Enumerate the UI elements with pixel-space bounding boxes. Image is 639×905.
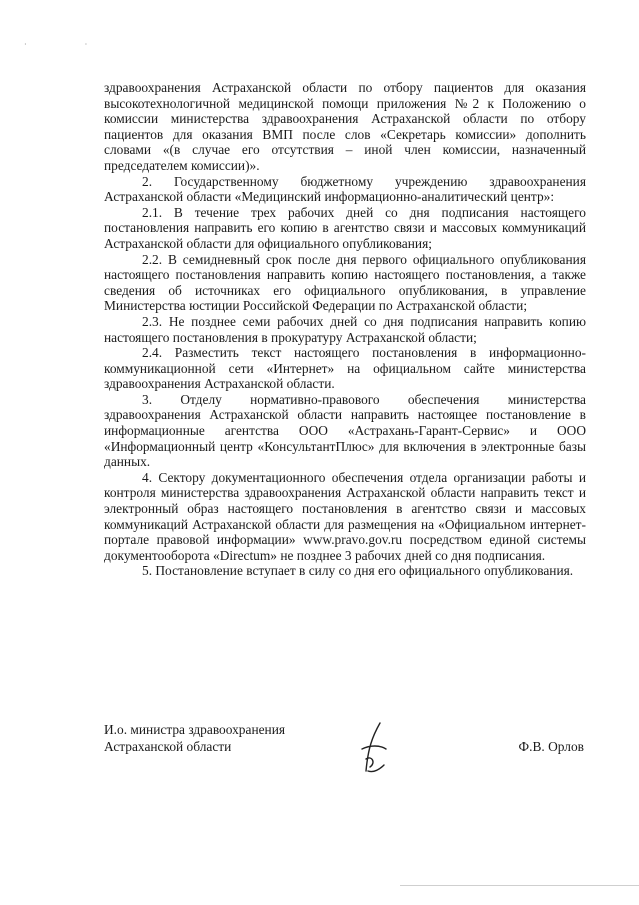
- signatory-position-line1: И.о. министра здравоохранения: [104, 722, 286, 737]
- paragraph-continuation: здравоохранения Астраханской области по отбору пациентов для оказания высокотехнологичной медицинской помощи приложения №2 к Положению о комиссии министерства здравоохранения Астраханской области по отбору пациентов для оказания ВМП после слов «Секретарь комиссии» дополнить словами «(в случае его отсутствия – иной член комиссии, назначенный председателем комиссии)».: [104, 80, 586, 173]
- scan-specks: · ·: [24, 40, 116, 49]
- paragraph-item-2: 2. Государственному бюджетному учреждению здравоохранения Астраханской области «Медицинский информационно-аналитический центр»:: [104, 173, 586, 205]
- signatory-position-line2: Астраханской области: [104, 739, 232, 754]
- signature-block: [104, 721, 586, 755]
- signatory-name: Ф.В. Орлов: [518, 739, 584, 754]
- paragraph-item-5: 5. Постановление вступает в силу со дня его официального опубликования.: [142, 563, 574, 579]
- document-body: [104, 80, 586, 579]
- paragraph-item-2-4: 2.4. Разместить текст настоящего постановления в информационно-коммуникационной сети «Интернет» на официальном сайте министерства здравоохранения Астраханской области.: [104, 345, 586, 392]
- paragraph-item-2-2: 2.2. В семидневный срок после дня первого официального опубликования настоящего постановления направить копию настоящего постановления, а также сведения об источниках его официального опубликования, в управление Министерства юстиции Российской Федерации по Астраханской области;: [104, 251, 586, 314]
- paragraph-item-4: 4. Сектору документационного обеспечения отдела организации работы и контроля министерства здравоохранения Астраханской области направить текст и электронный образ настоящего постановления в агентство связи и массовых коммуникаций Астраханской области для размещения на «Официальном интернет-портале правовой информации» www.pravo.gov.ru посредством единой системы документооборота «Directum» не позднее 3 рабочих дней со дня подписания.: [104, 469, 586, 563]
- handwritten-signature: [354, 719, 394, 779]
- paragraph-item-2-3: 2.3. Не позднее семи рабочих дней со дня подписания направить копию настоящего постановления в прокуратуру Астраханской области;: [104, 313, 586, 345]
- page-bottom-edge-line: [400, 885, 639, 886]
- paragraph-item-2-1: 2.1. В течение трех рабочих дней со дня подписания настоящего постановления направить его копию в агентство связи и массовых коммуникаций Астраханской области для официального опубликования;: [104, 204, 586, 251]
- paragraph-item-3: 3. Отделу нормативно-правового обеспечения министерства здравоохранения Астраханской области направить настоящее постановление в информационные агентства ООО «Астрахань-Гарант-Сервис» и ООО «Информационный центр «КонсультантПлюс» для включения в электронные базы данных.: [104, 391, 586, 470]
